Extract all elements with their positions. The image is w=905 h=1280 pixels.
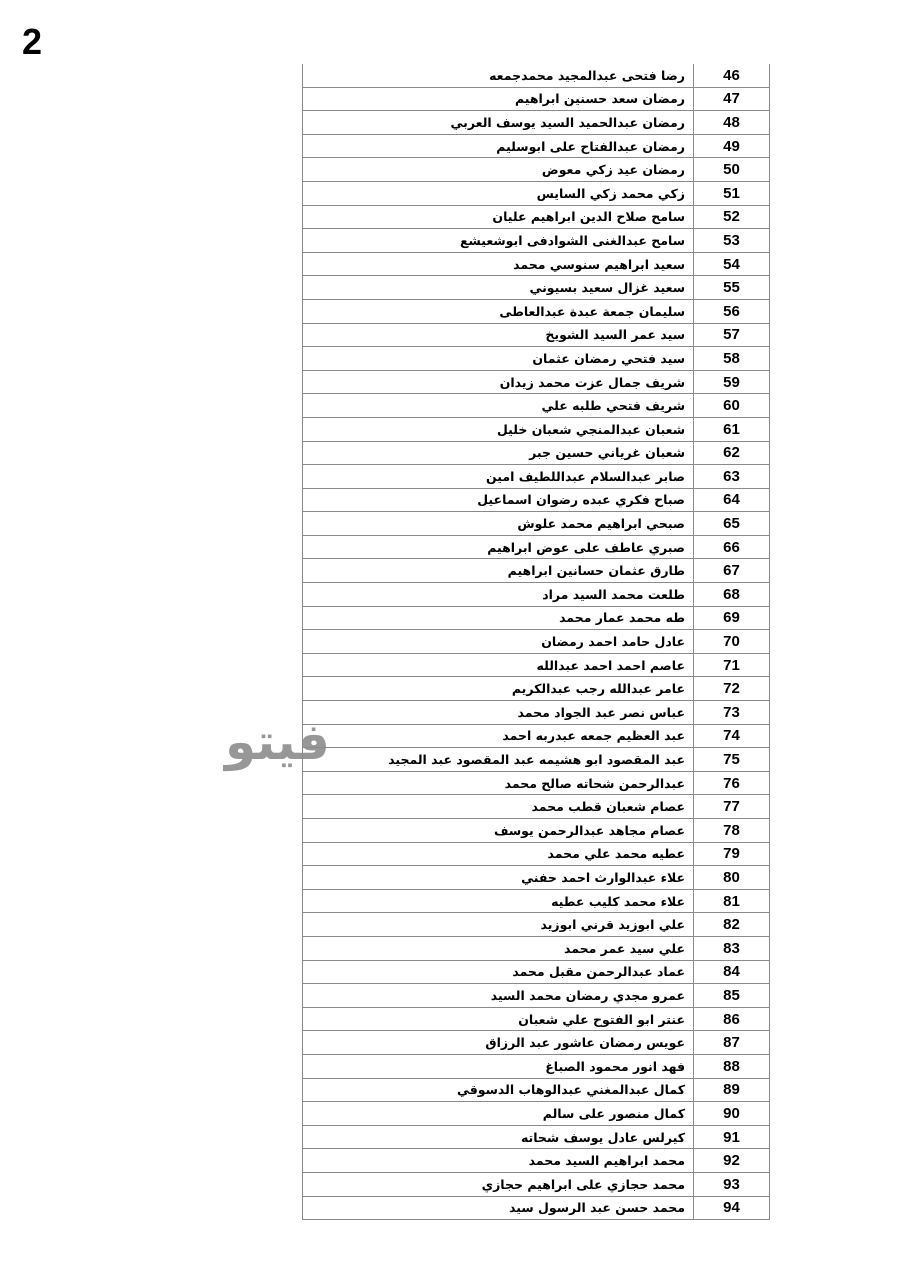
row-number-cell: 58 [694, 347, 770, 371]
table-row [303, 134, 770, 158]
row-number-cell: 85 [694, 984, 770, 1008]
row-name-cell: طلعت محمد السيد مراد [303, 583, 694, 607]
row-name-cell: عصام شعبان قطب محمد [303, 795, 694, 819]
row-number-cell: 92 [694, 1149, 770, 1173]
row-number-cell: 94 [694, 1196, 770, 1220]
table-row [303, 64, 770, 87]
row-name-cell: سامح صلاح الدين ابراهيم عليان [303, 205, 694, 229]
row-number-cell: 80 [694, 866, 770, 890]
row-number-cell: 77 [694, 795, 770, 819]
row-number-cell: 88 [694, 1054, 770, 1078]
table-row [303, 559, 770, 583]
watermark-text: فيتو [225, 713, 330, 771]
row-name-cell: شريف فتحي طلبه علي [303, 394, 694, 418]
row-name-cell: رمضان سعد حسنين ابراهيم [303, 87, 694, 111]
row-name-cell: عامر عبدالله رجب عبدالكريم [303, 677, 694, 701]
row-name-cell: صبري عاطف على عوض ابراهيم [303, 535, 694, 559]
row-name-cell: طه محمد عمار محمد [303, 606, 694, 630]
table-row [303, 535, 770, 559]
names-table-body [303, 64, 770, 1220]
row-name-cell: صباح فكري عبده رضوان اسماعيل [303, 488, 694, 512]
row-name-cell: محمد حسن عبد الرسول سيد [303, 1196, 694, 1220]
row-name-cell: علاء محمد كليب عطيه [303, 889, 694, 913]
row-name-cell: علي سيد عمر محمد [303, 936, 694, 960]
table-row [303, 252, 770, 276]
row-number-cell: 75 [694, 748, 770, 772]
row-name-cell: عبد العظيم جمعه عبدربه احمد [303, 724, 694, 748]
row-number-cell: 61 [694, 417, 770, 441]
names-table [302, 64, 770, 1220]
table-row [303, 677, 770, 701]
row-name-cell: محمد حجازي على ابراهيم حجازي [303, 1172, 694, 1196]
row-number-cell: 49 [694, 134, 770, 158]
table-row [303, 370, 770, 394]
row-name-cell: سيد فتحي رمضان عثمان [303, 347, 694, 371]
table-row [303, 1078, 770, 1102]
row-name-cell: محمد ابراهيم السيد محمد [303, 1149, 694, 1173]
table-row [303, 795, 770, 819]
row-name-cell: رمضان عيد زكي معوض [303, 158, 694, 182]
row-name-cell: عبد المقصود ابو هشيمه عبد المقصود عبد المجيد [303, 748, 694, 772]
row-number-cell: 63 [694, 465, 770, 489]
table-row [303, 229, 770, 253]
table-row [303, 701, 770, 725]
row-number-cell: 55 [694, 276, 770, 300]
row-name-cell: عويس رمضان عاشور عبد الرزاق [303, 1031, 694, 1055]
row-name-cell: شعبان عبدالمنجي شعبان خليل [303, 417, 694, 441]
row-number-cell: 46 [694, 64, 770, 87]
table-row [303, 299, 770, 323]
row-name-cell: علاء عبدالوارث احمد حفني [303, 866, 694, 890]
row-number-cell: 64 [694, 488, 770, 512]
row-name-cell: رمضان عبدالحميد السيد يوسف العربي [303, 111, 694, 135]
row-name-cell: كمال عبدالمغني عبدالوهاب الدسوقي [303, 1078, 694, 1102]
row-number-cell: 89 [694, 1078, 770, 1102]
table-row [303, 913, 770, 937]
table-row [303, 323, 770, 347]
row-number-cell: 93 [694, 1172, 770, 1196]
table-row [303, 1102, 770, 1126]
table-row [303, 488, 770, 512]
row-name-cell: كيرلس عادل يوسف شحاته [303, 1125, 694, 1149]
row-name-cell: سيد عمر السيد الشويخ [303, 323, 694, 347]
row-name-cell: سعيد ابراهيم سنوسي محمد [303, 252, 694, 276]
row-number-cell: 57 [694, 323, 770, 347]
row-name-cell: طارق عثمان حسانين ابراهيم [303, 559, 694, 583]
table-row [303, 960, 770, 984]
row-name-cell: رضا فتحى عبدالمجيد محمدجمعه [303, 64, 694, 87]
table-row [303, 606, 770, 630]
watermark-logo [225, 712, 330, 772]
row-number-cell: 52 [694, 205, 770, 229]
row-name-cell: علي ابوزيد قرني ابوزيد [303, 913, 694, 937]
row-name-cell: عباس نصر عبد الجواد محمد [303, 701, 694, 725]
table-row [303, 630, 770, 654]
row-name-cell: رمضان عبدالفتاح على ابوسليم [303, 134, 694, 158]
row-name-cell: صابر عبدالسلام عبداللطيف امين [303, 465, 694, 489]
row-name-cell: فهد انور محمود الصباغ [303, 1054, 694, 1078]
row-number-cell: 70 [694, 630, 770, 654]
row-number-cell: 71 [694, 653, 770, 677]
row-name-cell: كمال منصور على سالم [303, 1102, 694, 1126]
row-number-cell: 78 [694, 819, 770, 843]
row-number-cell: 65 [694, 512, 770, 536]
table-row [303, 748, 770, 772]
table-row [303, 889, 770, 913]
table-row [303, 583, 770, 607]
row-name-cell: عاصم احمد احمد عبدالله [303, 653, 694, 677]
row-name-cell: شعبان غرياني حسين جبر [303, 441, 694, 465]
page-number: 2 [22, 21, 43, 62]
table-row [303, 1007, 770, 1031]
row-name-cell: سامح عبدالغنى الشوادفى ابوشعيشع [303, 229, 694, 253]
table-row [303, 1149, 770, 1173]
row-number-cell: 86 [694, 1007, 770, 1031]
row-name-cell: زكي محمد زكي السايس [303, 181, 694, 205]
table-row [303, 417, 770, 441]
row-number-cell: 81 [694, 889, 770, 913]
row-number-cell: 68 [694, 583, 770, 607]
row-name-cell: عطيه محمد علي محمد [303, 842, 694, 866]
row-number-cell: 60 [694, 394, 770, 418]
table-row [303, 512, 770, 536]
row-number-cell: 59 [694, 370, 770, 394]
row-number-cell: 79 [694, 842, 770, 866]
row-name-cell: عماد عبدالرحمن مقبل محمد [303, 960, 694, 984]
row-number-cell: 66 [694, 535, 770, 559]
table-row [303, 1054, 770, 1078]
row-name-cell: سليمان جمعة عبدة عبدالعاطى [303, 299, 694, 323]
table-row [303, 866, 770, 890]
row-number-cell: 73 [694, 701, 770, 725]
row-number-cell: 87 [694, 1031, 770, 1055]
row-number-cell: 84 [694, 960, 770, 984]
table-row [303, 1172, 770, 1196]
table-row [303, 465, 770, 489]
table-row [303, 276, 770, 300]
row-number-cell: 51 [694, 181, 770, 205]
table-row [303, 1125, 770, 1149]
names-table-container [302, 64, 770, 1220]
table-row [303, 724, 770, 748]
row-name-cell: شريف جمال عزت محمد زيدان [303, 370, 694, 394]
row-number-cell: 82 [694, 913, 770, 937]
row-name-cell: عصام مجاهد عبدالرحمن يوسف [303, 819, 694, 843]
table-row [303, 842, 770, 866]
table-row [303, 1031, 770, 1055]
row-number-cell: 74 [694, 724, 770, 748]
row-name-cell: عنتر ابو الفتوح علي شعبان [303, 1007, 694, 1031]
table-row [303, 181, 770, 205]
row-name-cell: سعيد غزال سعيد بسيوني [303, 276, 694, 300]
row-number-cell: 72 [694, 677, 770, 701]
row-number-cell: 47 [694, 87, 770, 111]
table-row [303, 936, 770, 960]
table-row [303, 87, 770, 111]
row-number-cell: 50 [694, 158, 770, 182]
row-name-cell: عبدالرحمن شحاته صالح محمد [303, 771, 694, 795]
table-row [303, 771, 770, 795]
row-number-cell: 76 [694, 771, 770, 795]
row-number-cell: 54 [694, 252, 770, 276]
row-name-cell: عادل حامد احمد رمضان [303, 630, 694, 654]
row-number-cell: 69 [694, 606, 770, 630]
table-row [303, 111, 770, 135]
row-number-cell: 90 [694, 1102, 770, 1126]
table-row [303, 819, 770, 843]
row-number-cell: 48 [694, 111, 770, 135]
table-row [303, 1196, 770, 1220]
row-name-cell: عمرو مجدي رمضان محمد السيد [303, 984, 694, 1008]
table-row [303, 653, 770, 677]
row-number-cell: 67 [694, 559, 770, 583]
table-row [303, 347, 770, 371]
table-row [303, 441, 770, 465]
table-row [303, 394, 770, 418]
table-row [303, 158, 770, 182]
table-row [303, 984, 770, 1008]
row-number-cell: 53 [694, 229, 770, 253]
row-name-cell: صبحي ابراهيم محمد علوش [303, 512, 694, 536]
row-number-cell: 62 [694, 441, 770, 465]
table-row [303, 205, 770, 229]
row-number-cell: 56 [694, 299, 770, 323]
row-number-cell: 91 [694, 1125, 770, 1149]
row-number-cell: 83 [694, 936, 770, 960]
